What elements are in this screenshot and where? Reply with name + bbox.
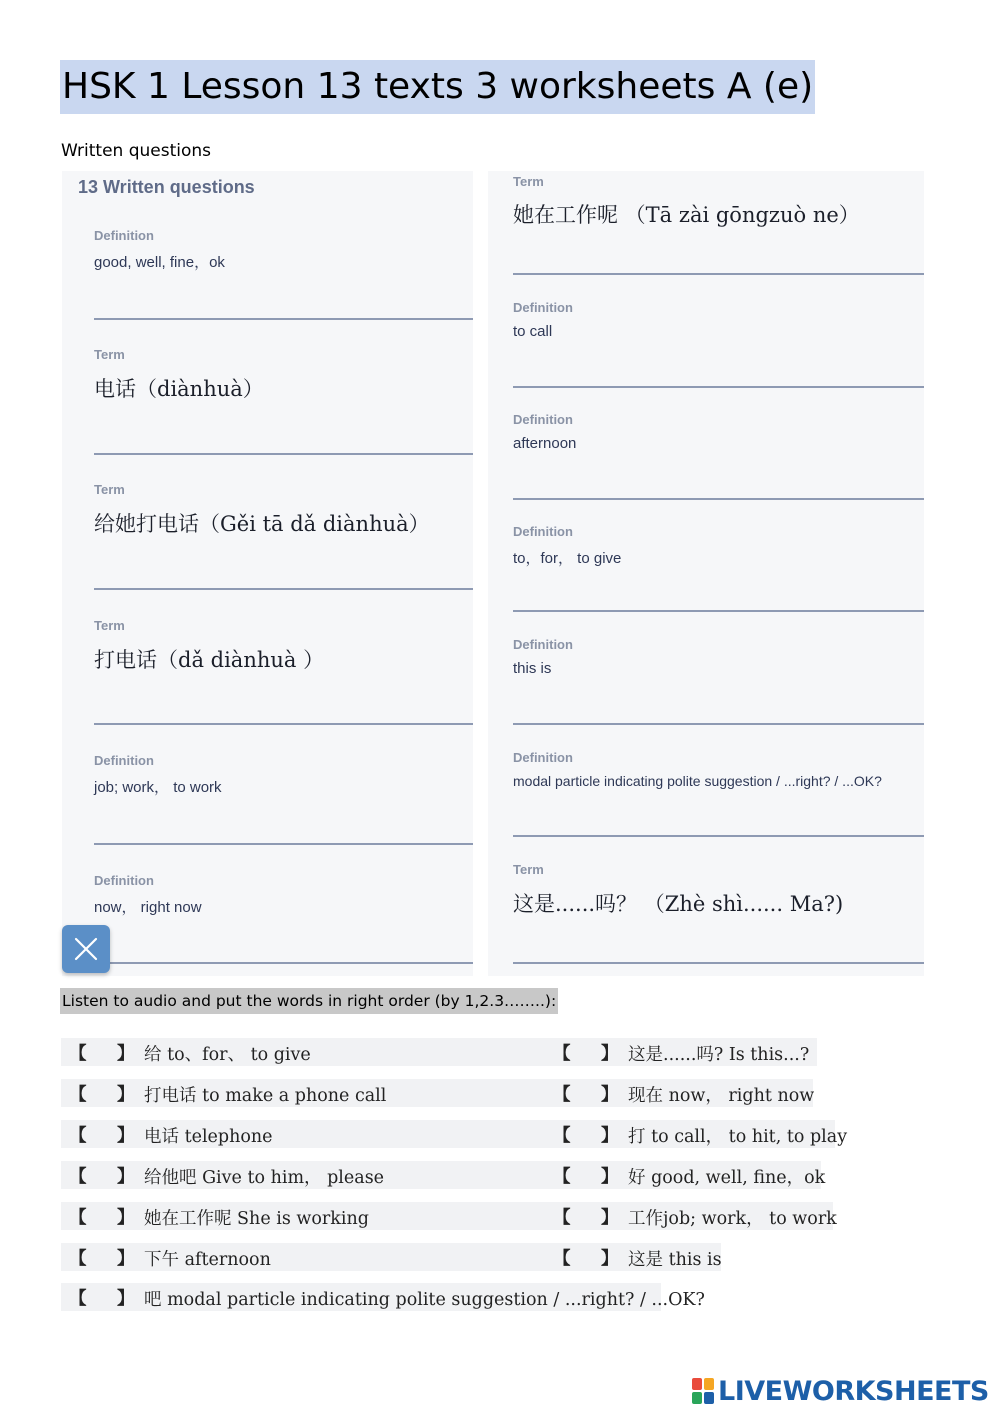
bracket-open: 【 — [553, 1126, 571, 1146]
card-kind-label: Definition — [94, 873, 154, 888]
order-item-text: 工作job; work， to work — [628, 1209, 837, 1229]
bracket-open: 【 — [69, 1208, 87, 1228]
order-item-text: 这是......吗? Is this...? — [628, 1045, 810, 1065]
question-card[interactable] — [62, 223, 473, 319]
card-definition-text: now， right now — [94, 899, 202, 916]
order-item-text: 她在工作呢 She is working — [144, 1209, 369, 1229]
order-number-input[interactable] — [567, 1041, 601, 1065]
order-item-row — [545, 1202, 837, 1230]
card-term-text: 打电话（dǎ diànhuà ） — [94, 648, 325, 672]
bracket-open: 【 — [553, 1044, 571, 1064]
order-item-row — [61, 1283, 705, 1311]
bracket-close: 】 — [601, 1085, 619, 1105]
order-item-text: 好 good, well, fine，ok — [628, 1168, 826, 1188]
answer-line[interactable] — [94, 588, 473, 590]
order-item-text: 打电话 to make a phone call — [144, 1086, 387, 1106]
written-questions-panel-left — [62, 171, 473, 976]
order-item-text: 现在 now， right now — [628, 1086, 815, 1106]
answer-line[interactable] — [94, 318, 473, 320]
card-definition-text: modal particle indicating polite suggestion / ...right? / ...OK? — [513, 773, 882, 789]
close-button[interactable] — [62, 925, 110, 973]
order-item-row — [545, 1038, 817, 1066]
order-item-text: 这是 this is — [628, 1250, 722, 1270]
question-card[interactable] — [62, 343, 473, 455]
answer-line[interactable] — [94, 962, 473, 964]
order-item-text: 电话 telephone — [144, 1127, 273, 1147]
liveworksheets-logo-icon — [692, 1378, 714, 1404]
order-number-input[interactable] — [83, 1246, 117, 1270]
bracket-open: 【 — [553, 1208, 571, 1228]
close-icon — [73, 936, 99, 962]
card-kind-label: Definition — [513, 524, 573, 539]
card-kind-label: Term — [513, 174, 544, 189]
answer-line[interactable] — [94, 723, 473, 725]
question-card[interactable] — [488, 522, 924, 614]
bracket-close: 】 — [117, 1289, 135, 1309]
question-card[interactable] — [488, 748, 924, 840]
bracket-open: 【 — [69, 1085, 87, 1105]
bracket-open: 【 — [553, 1167, 571, 1187]
order-item-row — [61, 1161, 548, 1189]
bracket-open: 【 — [69, 1289, 87, 1309]
order-item-text: 吧 modal particle indicating polite suggestion / ...right? / ...OK? — [144, 1290, 705, 1310]
card-kind-label: Definition — [94, 753, 154, 768]
question-card[interactable] — [62, 871, 473, 967]
card-term-text: 电话（diànhuà） — [94, 377, 264, 401]
order-item-text: 给 to、for、 to give — [144, 1045, 311, 1065]
page-title: HSK 1 Lesson 13 texts 3 worksheets A (e) — [60, 60, 815, 114]
card-kind-label: Definition — [513, 412, 573, 427]
card-kind-label: Definition — [513, 750, 573, 765]
order-number-input[interactable] — [567, 1246, 601, 1270]
answer-line[interactable] — [513, 386, 924, 388]
order-number-input[interactable] — [83, 1286, 117, 1310]
order-number-input[interactable] — [567, 1164, 601, 1188]
card-definition-text: this is — [513, 660, 552, 677]
answer-line[interactable] — [513, 962, 924, 964]
order-item-row — [61, 1243, 548, 1271]
bracket-close: 】 — [601, 1208, 619, 1228]
bracket-close: 】 — [117, 1249, 135, 1269]
order-number-input[interactable] — [83, 1082, 117, 1106]
card-definition-text: job; work， to work — [94, 779, 222, 796]
order-item-row — [61, 1202, 548, 1230]
answer-line[interactable] — [513, 498, 924, 500]
written-questions-panel-right — [488, 171, 924, 976]
card-kind-label: Term — [94, 618, 125, 633]
bracket-close: 】 — [117, 1208, 135, 1228]
card-kind-label: Definition — [513, 300, 573, 315]
panel-title: 13 Written questions — [78, 177, 255, 197]
card-kind-label: Definition — [94, 228, 154, 243]
logo-text: LIVEWORKSHEETS — [718, 1375, 989, 1407]
order-number-input[interactable] — [83, 1123, 117, 1147]
card-kind-label: Term — [94, 347, 125, 362]
question-card[interactable] — [62, 614, 473, 726]
bracket-open: 【 — [69, 1044, 87, 1064]
question-card[interactable] — [488, 171, 924, 275]
order-item-row — [61, 1038, 548, 1066]
card-definition-text: to，for， to give — [513, 550, 622, 567]
card-term-text: 她在工作呢 （Tā zài gōngzuò ne） — [513, 203, 860, 227]
order-number-input[interactable] — [567, 1205, 601, 1229]
order-number-input[interactable] — [83, 1205, 117, 1229]
bracket-close: 】 — [601, 1126, 619, 1146]
answer-line[interactable] — [513, 723, 924, 725]
card-kind-label: Term — [513, 862, 544, 877]
card-definition-text: to call — [513, 323, 553, 340]
bracket-open: 【 — [69, 1167, 87, 1187]
bracket-open: 【 — [69, 1249, 87, 1269]
ordering-instructions: Listen to audio and put the words in right order (by 1,2.3……..): — [60, 988, 558, 1014]
answer-line[interactable] — [513, 835, 924, 837]
card-kind-label: Term — [94, 482, 125, 497]
order-number-input[interactable] — [83, 1164, 117, 1188]
card-term-text: 给她打电话（Gěi tā dǎ diànhuà） — [94, 512, 430, 536]
bracket-close: 】 — [601, 1044, 619, 1064]
card-term-text: 这是......吗？ （Zhè shì...... Ma?) — [513, 892, 844, 916]
question-card[interactable] — [62, 479, 473, 591]
answer-line[interactable] — [94, 843, 473, 845]
bracket-open: 【 — [553, 1085, 571, 1105]
bracket-close: 】 — [601, 1167, 619, 1187]
question-card[interactable] — [488, 297, 924, 389]
answer-line[interactable] — [94, 453, 473, 455]
question-card[interactable] — [488, 860, 924, 966]
question-card[interactable] — [488, 409, 924, 501]
order-item-row — [545, 1243, 721, 1271]
bracket-close: 】 — [117, 1085, 135, 1105]
order-item-row — [545, 1120, 848, 1148]
bracket-close: 】 — [601, 1249, 619, 1269]
order-number-input[interactable] — [567, 1123, 601, 1147]
question-card[interactable] — [488, 635, 924, 727]
order-number-input[interactable] — [83, 1041, 117, 1065]
answer-line[interactable] — [513, 273, 924, 275]
order-item-text: 打 to call， to hit, to play — [628, 1127, 848, 1147]
order-item-row — [61, 1079, 548, 1107]
bracket-close: 】 — [117, 1044, 135, 1064]
card-definition-text: good, well, fine，ok — [94, 254, 225, 271]
order-item-row — [61, 1120, 548, 1148]
bracket-open: 【 — [69, 1126, 87, 1146]
answer-line[interactable] — [513, 610, 924, 612]
order-item-row — [545, 1079, 813, 1107]
order-number-input[interactable] — [567, 1082, 601, 1106]
card-kind-label: Definition — [513, 637, 573, 652]
bracket-close: 】 — [117, 1126, 135, 1146]
question-card[interactable] — [62, 751, 473, 847]
bracket-open: 【 — [553, 1249, 571, 1269]
bracket-close: 】 — [117, 1167, 135, 1187]
liveworksheets-logo — [692, 1374, 989, 1408]
order-item-text: 给他吧 Give to him， please — [144, 1168, 385, 1188]
order-item-row — [545, 1161, 826, 1189]
section-label: Written questions — [61, 141, 212, 161]
order-item-text: 下午 afternoon — [144, 1250, 271, 1270]
card-definition-text: afternoon — [513, 435, 577, 452]
